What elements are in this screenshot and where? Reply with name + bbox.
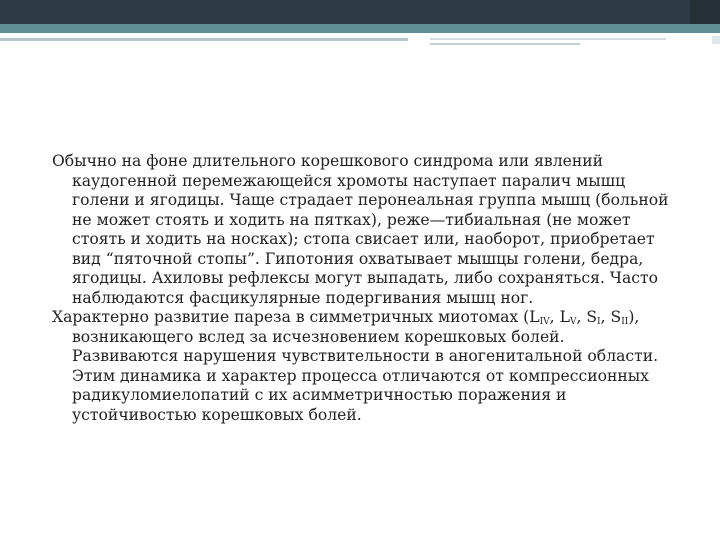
paragraph-text: ), возникающего вслед за исчезновением корешковых болей. Развиваются нарушения чувствительности в аногенитальной области. Этим динамика и характер процесса отличаются от компрессионных радикуломиелопатий с их асимметричностью поражения и устойчивостью корешковых болей. xyxy=(72,308,659,424)
paragraph-text: , S xyxy=(600,308,622,326)
subscript: I xyxy=(597,317,601,327)
paragraph-text: Характерно развитие пареза в симметричных миотомах (L xyxy=(52,308,540,326)
slide-body xyxy=(52,152,672,425)
decorative-rule xyxy=(430,43,580,45)
accent-line xyxy=(0,24,720,33)
decorative-square xyxy=(712,36,720,44)
paragraph-paralysis: Обычно на фоне длительного корешкового синдрома или явлений каудогенной перемежающейся хромоты наступает паралич мышц голени и ягодицы. Чаще страдает перонеальная группа мышц (больной не может стоять и ходить на пятках), реже—тибиальная (не может стоять и ходить на носках); стопа свисает или, наоборот, приобретает вид “пяточной стопы”. Гипотония охватывает мышцы голени, бедра, ягодицы. Ахиловы рефлексы могут выпадать, либо сохраняться. Часто наблюдаются фасцикулярные подергивания мышц ног. xyxy=(52,152,669,307)
subscript: IV xyxy=(539,317,550,327)
paragraph-paresis xyxy=(52,308,672,425)
paragraph-text: , L xyxy=(549,308,570,326)
decorative-rule xyxy=(430,38,666,40)
subscript: V xyxy=(569,317,577,327)
header-band xyxy=(0,0,720,24)
decorative-rule xyxy=(0,38,408,41)
paragraph-text: , S xyxy=(576,308,598,326)
header-band-corner xyxy=(690,0,720,24)
subscript: II xyxy=(621,317,629,327)
